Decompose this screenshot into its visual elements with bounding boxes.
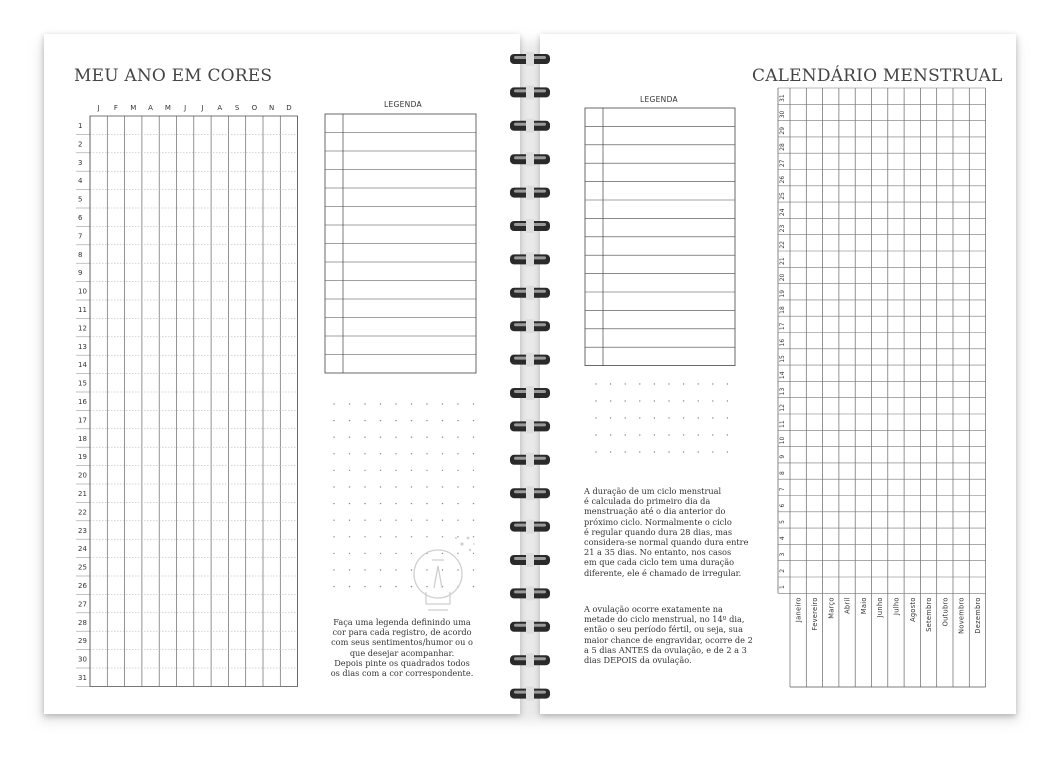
info-line: então o seu período fértil, ou seja, sua (584, 624, 743, 635)
day-label: 5 (779, 520, 786, 524)
dot (457, 437, 458, 438)
month-label: Novembro (957, 597, 966, 634)
dot (364, 420, 365, 421)
month-label: Dezembro (973, 597, 982, 634)
dot (442, 420, 443, 421)
month-label: Setembro (925, 597, 934, 632)
ring-gap (526, 353, 534, 367)
dot (364, 503, 365, 504)
spiral-ring (510, 186, 550, 200)
dot (349, 420, 350, 421)
legend-title: LEGENDA (384, 100, 422, 109)
dot (426, 486, 427, 487)
info-line: próximo ciclo. Normalmente o ciclo (584, 516, 732, 527)
dot (333, 520, 334, 521)
dot (411, 503, 412, 504)
day-label: 23 (78, 526, 87, 535)
dot (349, 569, 350, 570)
dot (333, 437, 334, 438)
dot (395, 470, 396, 471)
dot (333, 486, 334, 487)
month-header: D (286, 104, 292, 112)
spiral-ring (510, 687, 550, 701)
instructions-line: cor para cada registro, de acordo (332, 627, 472, 638)
day-label: 11 (78, 306, 87, 314)
ring-gap (526, 85, 534, 99)
dot (426, 403, 427, 404)
day-label: 30 (78, 655, 87, 664)
day-label: 31 (78, 674, 87, 682)
dot (333, 470, 334, 471)
dot (426, 420, 427, 421)
lightbulb-icon (404, 530, 484, 620)
dot (457, 453, 458, 454)
dot (333, 586, 334, 587)
dot (457, 486, 458, 487)
info-line: dias DEPOIS da ovulação. (584, 655, 692, 666)
dot (473, 470, 474, 471)
spiral-ring (510, 152, 550, 166)
month-header: M (130, 104, 137, 112)
menstrual-calendar-grid (540, 34, 1016, 714)
month-header: F (113, 104, 118, 112)
day-label: 1 (78, 122, 83, 130)
instructions-text (326, 617, 478, 678)
day-label: 18 (78, 434, 87, 443)
dot (442, 470, 443, 471)
info-line: é calculada do primeiro dia da (584, 496, 711, 507)
dot (395, 437, 396, 438)
dot (395, 486, 396, 487)
instructions-line: Depois pinte os quadrados todos (334, 657, 470, 668)
spiral-ring (510, 453, 550, 467)
spiral-ring (510, 553, 550, 567)
dot (411, 403, 412, 404)
dot (349, 453, 350, 454)
dot (426, 437, 427, 438)
dot (333, 553, 334, 554)
ring-gap (526, 553, 534, 567)
spiral-binding (500, 40, 560, 720)
day-label: 13 (78, 342, 87, 351)
spiral-ring (510, 52, 550, 66)
day-label: 29 (78, 637, 87, 646)
info-line: é regular quando dura 28 dias, mas (584, 526, 733, 537)
dot (442, 486, 443, 487)
dot (411, 420, 412, 421)
dot (411, 520, 412, 521)
page-title-meu-ano: MEU ANO EM CORES (74, 66, 273, 86)
dot (349, 586, 350, 587)
dot (333, 536, 334, 537)
day-label: 24 (78, 545, 87, 554)
dot (380, 520, 381, 521)
day-label: 25 (779, 192, 786, 200)
dot (349, 403, 350, 404)
dot (364, 437, 365, 438)
day-label: 3 (78, 158, 83, 167)
month-label: Março (827, 597, 836, 619)
dot (333, 569, 334, 570)
day-label: 21 (78, 490, 87, 498)
day-label: 12 (78, 324, 87, 333)
spiral-ring (510, 252, 550, 266)
dot (457, 420, 458, 421)
dot (442, 520, 443, 521)
dot (426, 453, 427, 454)
ring-gap (526, 319, 534, 333)
info-line: menstruação até o dia anterior do (584, 506, 726, 517)
ring-gap (526, 687, 534, 701)
day-label: 20 (779, 273, 786, 282)
ring-gap (526, 252, 534, 266)
day-label: 26 (779, 175, 786, 184)
instructions-line: que desejar acompanhar. (349, 647, 455, 658)
dot (380, 437, 381, 438)
ring-gap (526, 453, 534, 467)
ring-gap (526, 119, 534, 133)
day-label: 21 (779, 257, 786, 265)
day-label: 8 (779, 471, 786, 475)
day-label: 2 (78, 140, 83, 149)
instructions-line: com seus sentimentos/humor ou o (331, 637, 473, 648)
dot (364, 569, 365, 570)
day-label: 17 (78, 416, 87, 425)
page-title-calendario: CALENDÁRIO MENSTRUAL (752, 66, 1003, 86)
dot (364, 486, 365, 487)
month-header: A (148, 104, 153, 112)
month-header: S (234, 104, 240, 112)
month-label: Outubro (941, 597, 950, 627)
day-label: 28 (779, 143, 786, 151)
day-label: 8 (78, 250, 83, 259)
ring-gap (526, 386, 534, 400)
day-label: 13 (779, 387, 786, 396)
info-line: considera-se normal quando dura entre (584, 537, 749, 548)
dot (395, 569, 396, 570)
dot (349, 536, 350, 537)
dot (380, 536, 381, 537)
spiral-ring (510, 520, 550, 534)
dot (349, 437, 350, 438)
day-label: 4 (779, 536, 786, 541)
spiral-ring (510, 286, 550, 300)
dot (349, 553, 350, 554)
day-label: 9 (779, 454, 786, 459)
day-label: 2 (779, 568, 786, 573)
month-header: J (97, 104, 100, 112)
ring-gap (526, 419, 534, 433)
dot (380, 453, 381, 454)
info-line: maior chance de engravidar, ocorre de 2 (584, 634, 753, 645)
spiral-ring (510, 319, 550, 333)
dot (473, 486, 474, 487)
info-line: A duração de um ciclo menstrual (584, 486, 722, 496)
day-label: 29 (779, 126, 786, 135)
day-label: 20 (78, 471, 87, 480)
dot (364, 453, 365, 454)
dot (349, 470, 350, 471)
spiral-ring (510, 586, 550, 600)
dot (442, 453, 443, 454)
day-label: 26 (78, 582, 87, 590)
dot (380, 470, 381, 471)
dot (333, 453, 334, 454)
dot (364, 520, 365, 521)
ring-gap (526, 186, 534, 200)
dot (457, 503, 458, 504)
dot (411, 470, 412, 471)
day-label: 19 (78, 453, 87, 462)
day-label: 10 (779, 436, 786, 445)
ring-gap (526, 219, 534, 233)
dot (473, 437, 474, 438)
dot (349, 486, 350, 487)
dot (395, 553, 396, 554)
ring-gap (526, 152, 534, 166)
month-label: Fevereiro (810, 597, 819, 631)
info-line: a 5 dias ANTES da ovulação, e de 2 a 3 (584, 644, 747, 655)
day-label: 16 (779, 338, 786, 347)
spiral-ring (510, 119, 550, 133)
info-line: em que cada ciclo tem uma duração (584, 557, 735, 568)
day-label: 7 (779, 487, 786, 492)
dot (364, 553, 365, 554)
day-label: 14 (779, 371, 786, 380)
dot (395, 403, 396, 404)
dot (395, 503, 396, 504)
month-label: Janeiro (794, 597, 803, 623)
dot (411, 486, 412, 487)
day-label: 12 (779, 404, 786, 412)
dot (442, 437, 443, 438)
info-line: 21 a 35 dias. No entanto, nos casos (584, 547, 732, 558)
dot (380, 586, 381, 587)
ring-gap (526, 620, 534, 634)
dot (349, 503, 350, 504)
day-label: 3 (779, 552, 786, 557)
dot (349, 520, 350, 521)
dot (380, 569, 381, 570)
dot (380, 403, 381, 404)
month-label: Junho (876, 597, 885, 618)
info-line: diferente, ele é chamado de irregular. (584, 567, 742, 578)
spiral-ring (510, 653, 550, 667)
day-label: 16 (78, 398, 87, 406)
dot (426, 470, 427, 471)
dot (473, 420, 474, 421)
dot (457, 520, 458, 521)
day-label: 27 (78, 600, 87, 609)
dot (411, 437, 412, 438)
spiral-ring (510, 386, 550, 400)
info-line: metade do ciclo menstrual, no 14º dia, (584, 614, 745, 625)
day-label: 4 (78, 177, 83, 186)
day-label: 24 (779, 208, 786, 217)
month-header: A (217, 104, 223, 112)
dot (411, 453, 412, 454)
instructions-line: os dias com a cor correspondente. (330, 668, 474, 679)
ring-gap (526, 486, 534, 500)
spiral-ring (510, 219, 550, 233)
day-label: 22 (779, 241, 786, 249)
dot (395, 586, 396, 587)
day-label: 19 (779, 289, 786, 298)
dot (457, 470, 458, 471)
dot (380, 486, 381, 487)
day-label: 22 (78, 508, 87, 517)
spiral-ring (510, 85, 550, 99)
spiral-ring (510, 353, 550, 367)
dot (380, 420, 381, 421)
day-label: 11 (779, 420, 786, 428)
dot (333, 420, 334, 421)
dot (395, 420, 396, 421)
month-label: Maio (859, 597, 868, 615)
day-label: 23 (779, 224, 786, 233)
ring-gap (526, 52, 534, 66)
dot (457, 403, 458, 404)
month-header: J (201, 104, 204, 112)
day-label: 31 (779, 94, 786, 102)
dot (442, 503, 443, 504)
dot (333, 403, 334, 404)
dot (333, 503, 334, 504)
day-label: 18 (779, 306, 786, 314)
dot (395, 536, 396, 537)
day-label: 17 (779, 322, 786, 331)
dot (364, 536, 365, 537)
dot (380, 553, 381, 554)
dot (473, 453, 474, 454)
spiral-ring (510, 486, 550, 500)
right-page (540, 34, 1016, 714)
day-label: 5 (78, 195, 83, 204)
instructions-line: Faça uma legenda definindo uma (333, 617, 471, 627)
dot (473, 520, 474, 521)
day-label: 27 (779, 159, 786, 168)
dot (473, 403, 474, 404)
day-label: 15 (78, 379, 87, 388)
month-label: Julho (892, 597, 901, 615)
dot (395, 520, 396, 521)
dot (395, 453, 396, 454)
day-label: 1 (779, 585, 786, 590)
month-label: Agosto (908, 597, 917, 622)
dot (364, 586, 365, 587)
dot (473, 503, 474, 504)
spiral-ring (510, 419, 550, 433)
legend-title: LEGENDA (640, 95, 678, 104)
day-label: 25 (78, 563, 87, 572)
month-header: N (269, 104, 275, 112)
ring-gap (526, 586, 534, 600)
ring-gap (526, 653, 534, 667)
day-label: 9 (78, 269, 83, 278)
day-label: 14 (78, 361, 87, 370)
ring-gap (526, 286, 534, 300)
day-label: 10 (78, 287, 87, 296)
dot (426, 503, 427, 504)
spiral-ring (510, 620, 550, 634)
month-header: O (251, 104, 258, 112)
dot (426, 520, 427, 521)
day-label: 30 (779, 110, 786, 119)
dot (380, 503, 381, 504)
day-label: 15 (779, 355, 786, 363)
ring-gap (526, 520, 534, 534)
dot (364, 403, 365, 404)
day-label: 6 (78, 214, 83, 222)
month-header: J (184, 104, 187, 112)
day-label: 28 (78, 618, 87, 627)
day-label: 7 (78, 232, 83, 241)
month-label: Abril (843, 597, 852, 614)
dot (364, 470, 365, 471)
month-header: M (164, 104, 171, 112)
dot (442, 403, 443, 404)
day-label: 6 (779, 503, 786, 508)
left-page (44, 34, 520, 714)
info-line: A ovulação ocorre exatamente na (584, 604, 723, 614)
